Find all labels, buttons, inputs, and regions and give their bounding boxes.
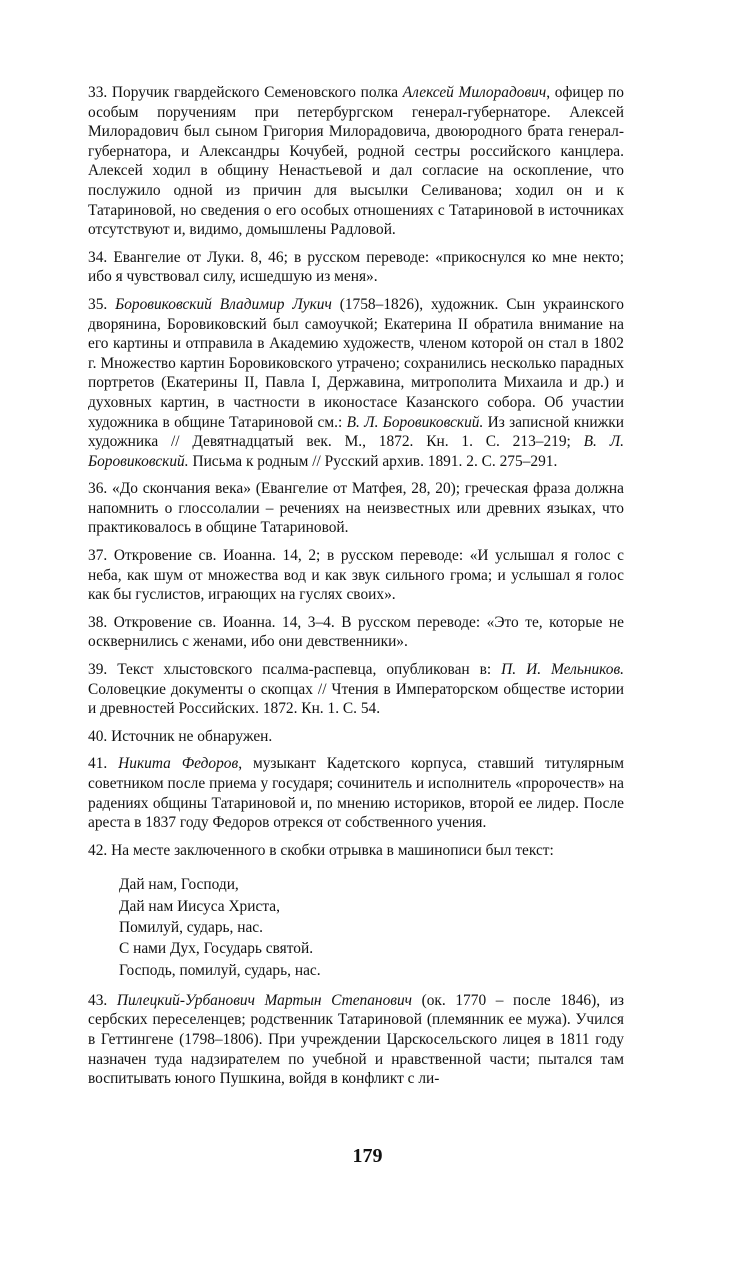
note-39: 39. Текст хлыстовского псалма-распевца, опубликован в: П. И. Мельников. Соловецкие документы о скопцах // Чтения в Императорском обществе истории и древностей Российских. 1872. Кн. 1. С. 54. bbox=[88, 661, 624, 718]
note-38: 38. Откровение св. Иоанна. 14, 3–4. В русском переводе: «Это те, которые не осквернились с женами, ибо они девственники». bbox=[88, 613, 624, 651]
poem-line: Помилуй, сударь, нас. bbox=[119, 918, 263, 936]
note-36: 36. «До скончания века» (Евангелие от Матфея, 28, 20); греческая фраза должна напомнить о глоссолалии – речениях на неизвестных или древних языках, что практиковалось в общине Татариновой. bbox=[88, 480, 624, 537]
poem-line: С нами Дух, Государь святой. bbox=[119, 940, 314, 958]
poem-quote bbox=[119, 874, 624, 980]
note-43: 43. Пилецкий-Урбанович Мартын Степанович (ок. 1770 – после 1846), из сербских переселенцев; родственник Татариновой (племянник ее мужа). Учился в Геттингене (1798–1806). При учреждении Царскосельского лицея в 1811 году назначен туда надзирателем по учебной и нравственной части; пытался там воспитывать юного Пушкина, войдя в конфликт с ли- bbox=[88, 991, 625, 1088]
note-42: 42. На месте заключенного в скобки отрывка в машинописи был текст: bbox=[88, 841, 554, 859]
note-41: 41. Никита Федоров, музыкант Кадетского корпуса, ставший титулярным советником после приема у государя; сочинитель и исполнитель «пророчеств» на радениях общины Татариновой и, по мнению историков, второй ее лидер. После ареста в 1837 году Федоров отрекся от собственного учения. bbox=[88, 755, 625, 832]
author-name: П. И. Мельников. bbox=[501, 661, 624, 679]
note-37: 37. Откровение св. Иоанна. 14, 2; в русском переводе: «И услышал я голос с неба, как шум от множества вод и как звук сильного грома; и услышал я голос как бы гуслистов, играющих на гуслях своих». bbox=[88, 547, 624, 604]
page-number: 179 bbox=[352, 1145, 383, 1167]
author-name: В. Л. Боровиковский. bbox=[88, 433, 624, 470]
author-name: В. Л. Боровиковский. bbox=[346, 413, 484, 431]
note-35: 35. Боровиковский Владимир Лукич (1758–1826), художник. Сын украинского дворянина, Боровиковский был самоучкой; Екатерина II обратила внимание на его картины и отправила в Академию художеств, членом которой он стал в 1802 г. Множество картин Боровиковского утрачено; сохранились несколько парадных портретов (Екатерины II, Павла I, Державина, митрополита Михаила и др.) и духовных картин, в частности в иконостасе Казанского собора. Об участии художника в общине Татариновой см.: В. Л. Боровиковский. Из записной книжки художника // Девятнадцатый век. М., 1872. Кн. 1. С. 213–219; В. Л. Боровиковский. Письма к родным // Русский архив. 1891. 2. С. 275–291. bbox=[88, 295, 624, 470]
note-40: 40. Источник не обнаружен. bbox=[88, 727, 273, 745]
poem-line: Господь, помилуй, сударь, нас. bbox=[119, 961, 321, 979]
person-name: Пилецкий-Урбанович Мартын Степанович bbox=[116, 991, 412, 1009]
poem-line: Дай нам, Господи, bbox=[119, 876, 239, 894]
note-33: 33. Поручик гвардейского Семеновского полка Алексей Милорадович, офицер по особым поручениям при петербургском генерал-губернаторе. Алексей Милорадович был сыном Григория Милорадовича, двоюродного брата генерал-губернатора, и Александры Кочубей, родной сестры российского канцлера. Алексей ходил в общину Ненастьевой и дал согласие на оскопление, что послужило одной из причин для высылки Селиванова; ходил он и к Татариновой, но сведения о его особых отношениях с Татариновой в источниках отсутствуют и, видимо, домышлены Радловой. bbox=[88, 84, 624, 239]
poem-line: Дай нам Иисуса Христа, bbox=[119, 897, 280, 915]
note-34: 34. Евангелие от Луки. 8, 46; в русском переводе: «прикоснулся ко мне некто; ибо я чувствовал силу, исшедшую из меня». bbox=[88, 248, 624, 286]
person-name: Никита Федоров bbox=[118, 755, 239, 773]
notes-column bbox=[88, 83, 624, 1097]
person-name: Алексей Милорадович bbox=[402, 84, 547, 101]
person-name: Боровиковский Владимир Лукич bbox=[115, 295, 332, 313]
